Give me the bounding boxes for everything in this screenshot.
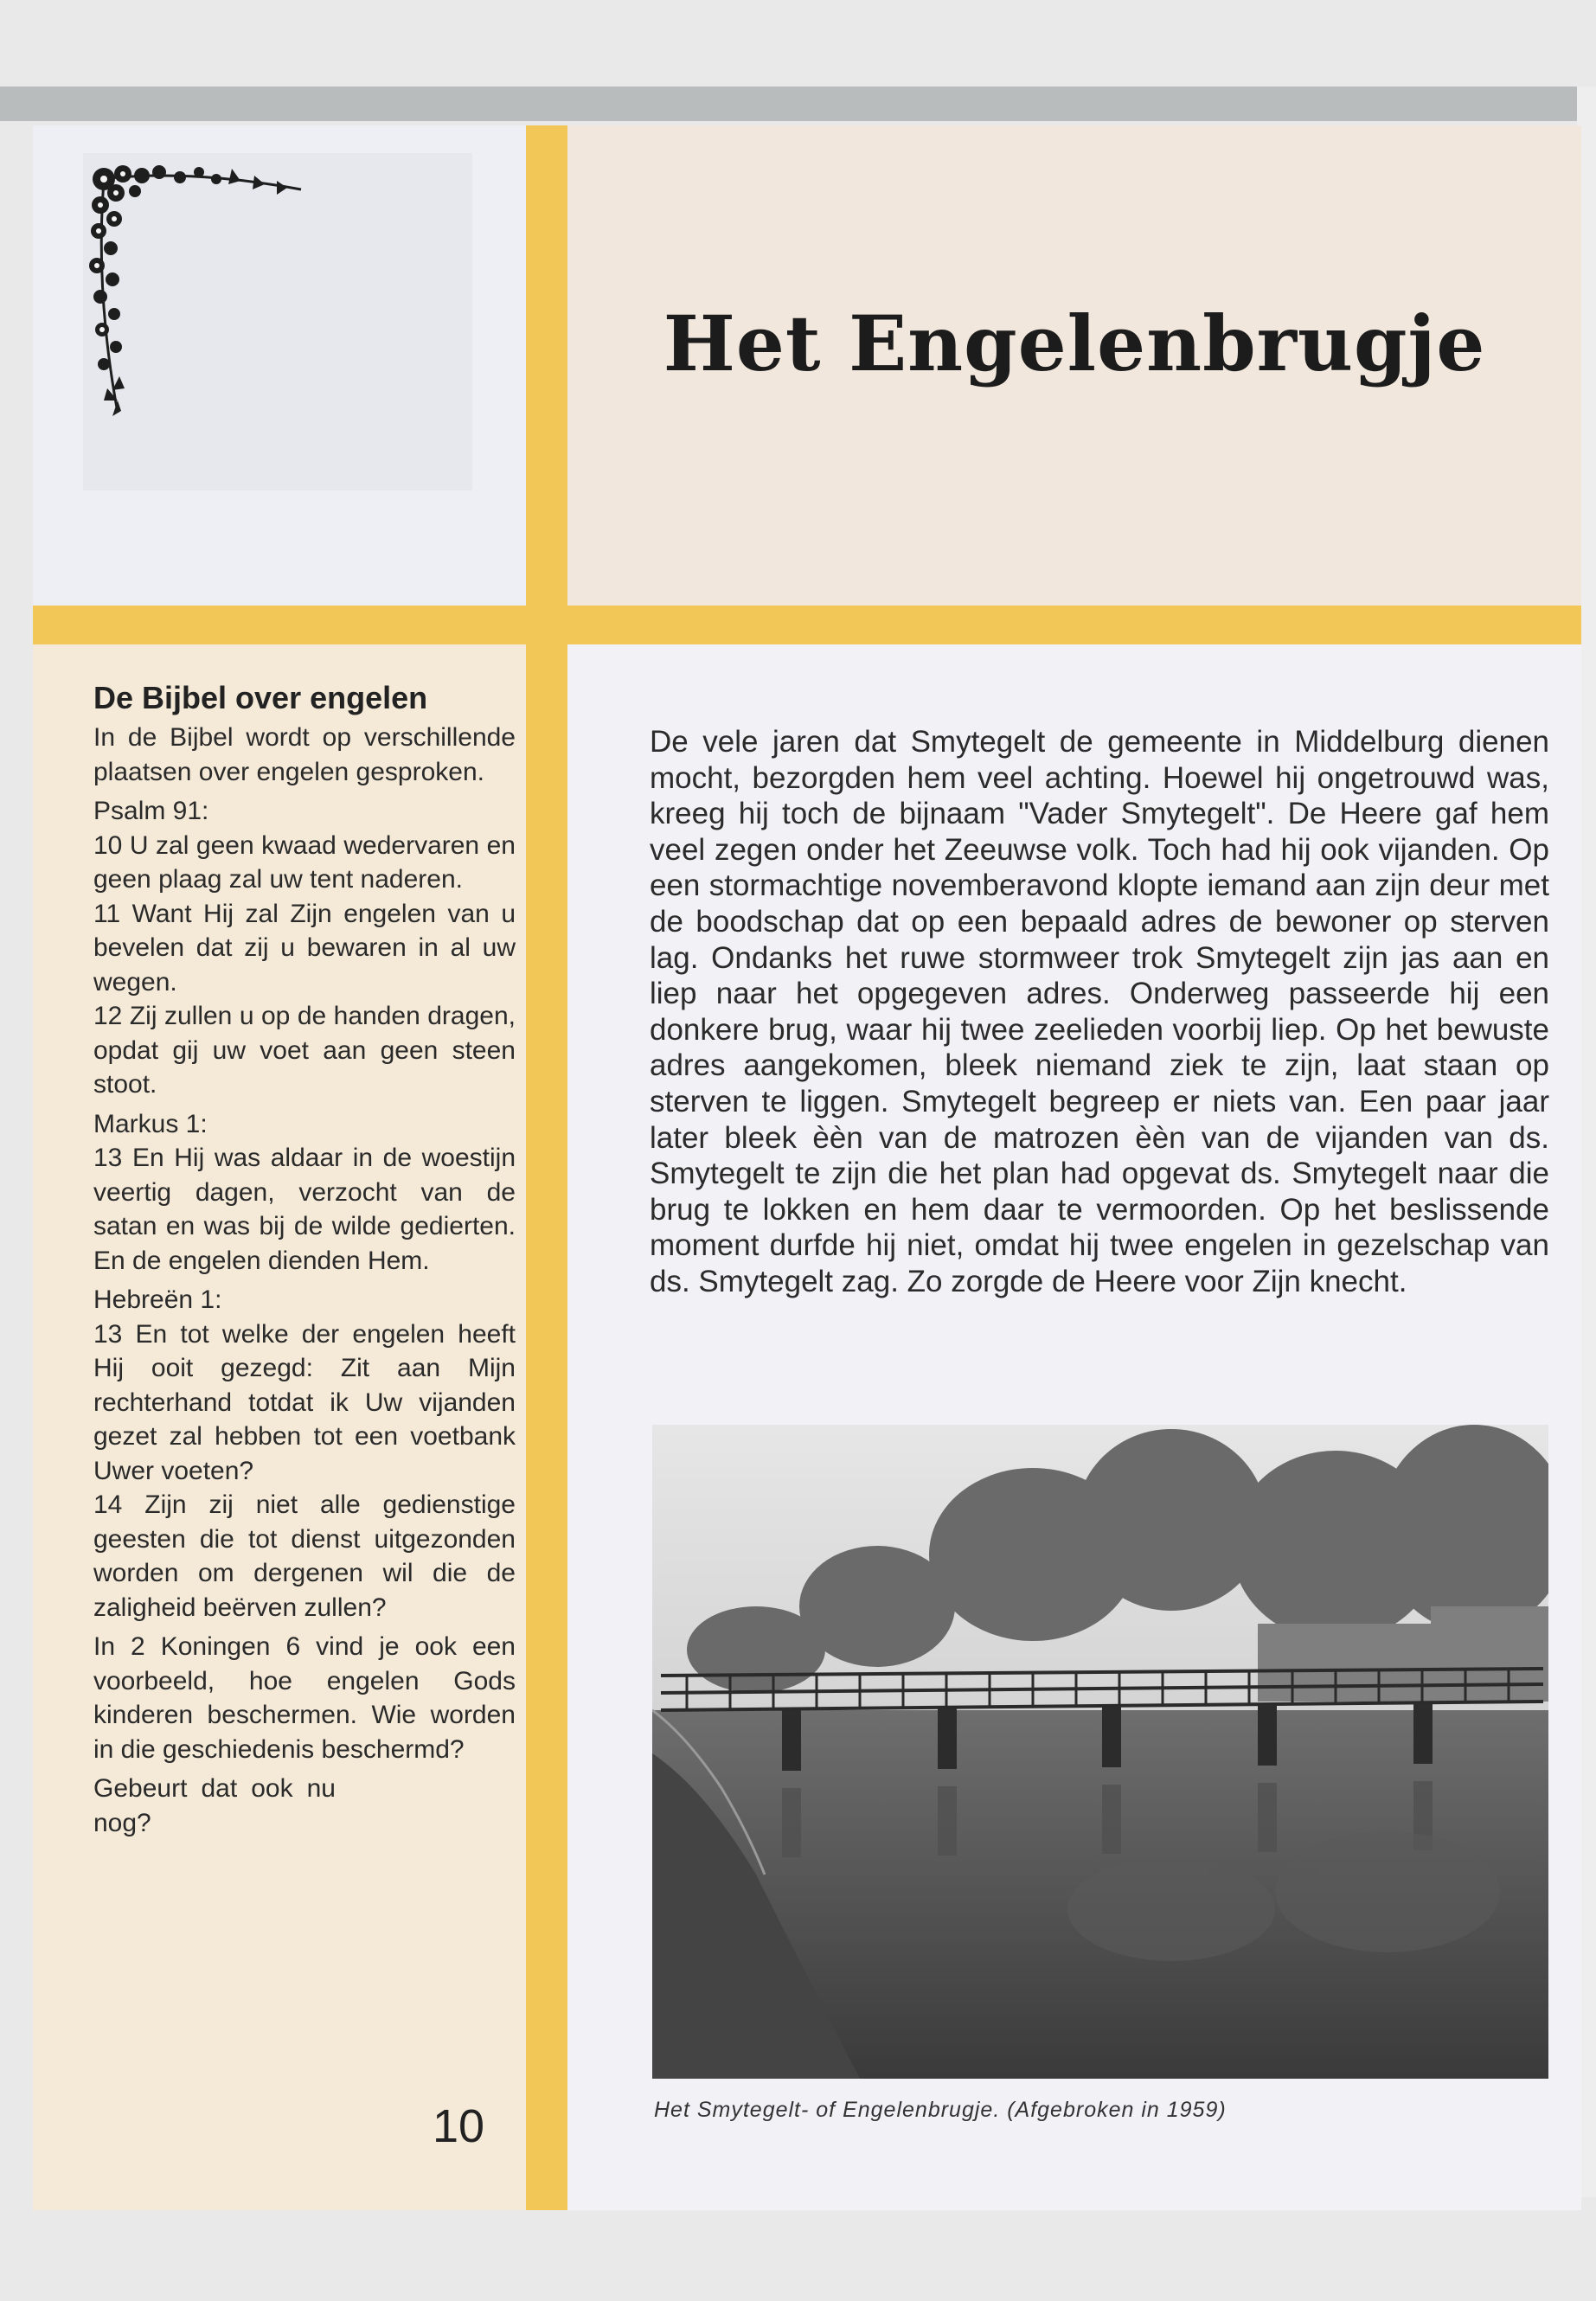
kings-paragraph: In 2 Koningen 6 vind je ook een voorbeeld, hoe engelen Gods kinderen beschermen. Wie worden in die geschiedenis beschermd? (93, 1632, 516, 1764)
title-panel (567, 125, 1581, 606)
psalm-reference: Psalm 91: (93, 797, 209, 825)
sidebar-heading: De Bijbel over engelen (93, 680, 428, 715)
vertical-accent-bar (526, 125, 567, 2210)
hebreen-reference: Hebreën 1: (93, 1285, 222, 1314)
horizontal-accent-bar (33, 606, 1581, 644)
hebreen-verse-13: 13 En tot welke der engelen heeft Hij ooit gezegd: Zit aan Mijn rechterhand totdat ik Uw vijanden gezet zal hebben tot een voetbank Uwer voeten? (93, 1319, 516, 1485)
psalm-verse-10: 10 U zal geen kwaad wedervaren en geen plaag zal uw tent naderen. (93, 830, 516, 894)
bridge-photo (652, 1425, 1548, 2079)
photo-caption: Het Smytegelt- of Engelenbrugje. (Afgebroken in 1959) (654, 2098, 1227, 2122)
bridge-photo-image (652, 1425, 1548, 2079)
sidebar-intro: In de Bijbel wordt op verschillende plaatsen over engelen gesproken. (93, 723, 516, 786)
page-number: 10 (433, 2100, 485, 2152)
psalm-verse-12: 12 Zij zullen u op de handen dragen, opdat gij uw voet aan geen steen stoot. (93, 1002, 516, 1099)
closing-question: Gebeurt dat ook nu nog? (93, 1774, 336, 1837)
floral-corner-ornament-icon (85, 162, 310, 421)
psalm-verse-11: 11 Want Hij zal Zijn engelen van u bevelen dat zij u bewaren in al uw wegen. (93, 899, 516, 997)
markus-verse-13: 13 En Hij was aldaar in de woestijn veertig dagen, verzocht van de satan en was bij de wilde gedierten. En de engelen dienden Hem. (93, 1144, 516, 1275)
book-page (33, 125, 1581, 2210)
hebreen-verse-14: 14 Zijn zij niet alle gedienstige geesten die tot dienst uitgezonden worden om dergenen wil die de zaligheid beërven zullen? (93, 1490, 516, 1622)
story-text: De vele jaren dat Smytegelt de gemeente in Middelburg dienen mocht, bezorgden hem veel achting. Hoewel hij ongetrouwd was, kreeg hij toch de bijnaam "Vader Smytegelt". De Heere gaf hem veel zegen onder het Zeeuwse volk. Toch had hij ook vijanden. Op een stormachtige novemberavond klopte iemand aan zijn deur met de boodschap dat op een bepaald adres de bewoner op sterven lag. Ondanks het ruwe stormweer trok Smytegelt zijn jas aan en liep naar het opgegeven adres. Onderweg passeerde hij een donkere brug, waar hij twee zeelieden voorbij liep. Op het bewuste adres aangekomen, bleek niemand ziek te zijn, laat staan op sterven te liggen. Smytegelt begreep er niets van. Een paar jaar later bleek èèn van de matrozen èèn van de vijanden van ds. Smytegelt te zijn die het plan had opgevat ds. Smytegelt naar die brug te lokken en hem daar te vermoorden. Op het beslissende moment durfde hij niet, omdat hij twee engelen in gezelschap van ds. Smytegelt zag. Zo zorgde de Heere voor Zijn knecht. (650, 725, 1549, 1298)
page-title: Het Engelenbrugje (663, 298, 1486, 388)
book-top-edge (0, 87, 1579, 121)
corner-panel (33, 125, 526, 606)
markus-reference: Markus 1: (93, 1109, 208, 1138)
sidebar-bible-verses (93, 679, 516, 1845)
